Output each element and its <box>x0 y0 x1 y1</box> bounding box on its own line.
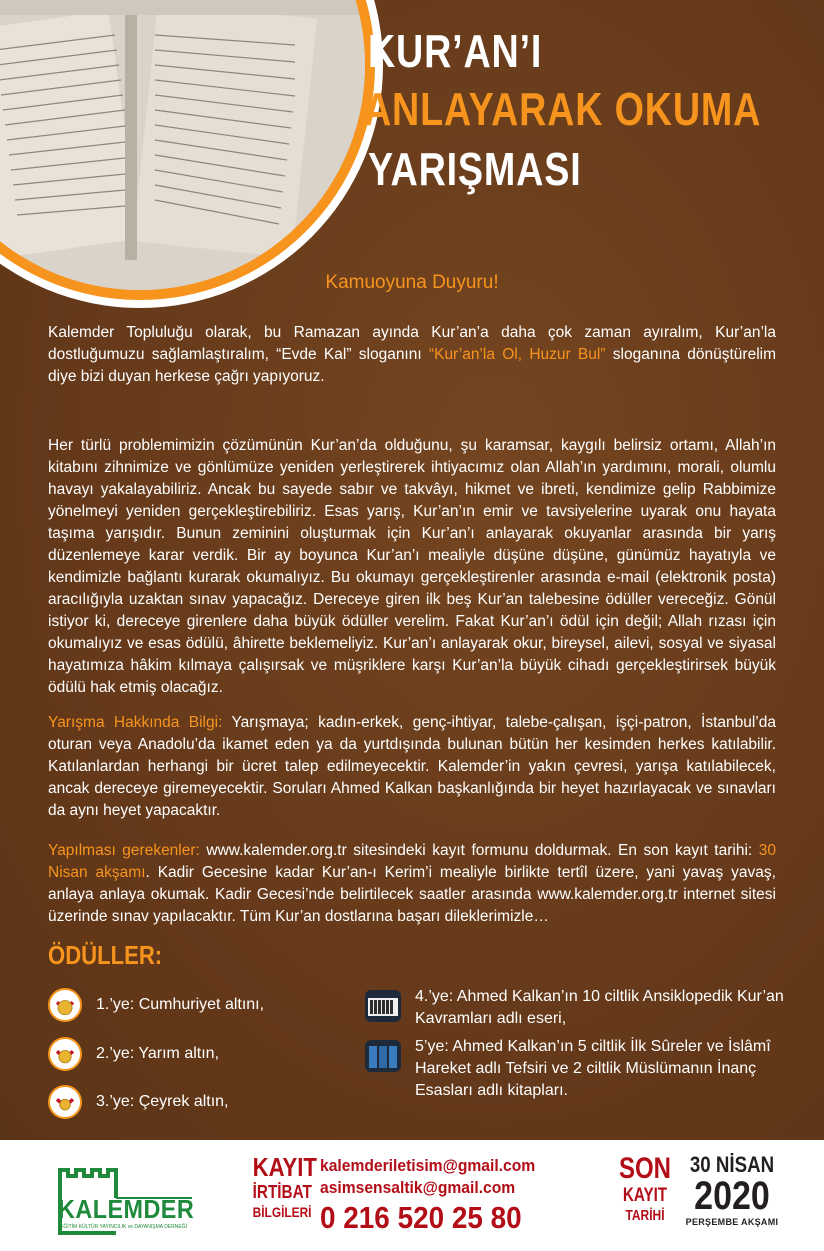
deadline-label-line: TARİHİ <box>625 1207 665 1224</box>
intro-paragraph <box>48 322 776 388</box>
contest-info-paragraph <box>48 712 776 822</box>
contact-label-line: İRTİBAT <box>252 1182 312 1202</box>
title-line-1: KUR’AN’I <box>368 25 543 77</box>
intro-text-after: sloganına dönüştürelim diye bizi duyan herkese çağrı yapıyoruz. <box>48 346 776 385</box>
contact-email-1[interactable]: kalemderiletisim@gmail.com <box>320 1156 536 1175</box>
deadline-highlight: 30 Nisan akşamı <box>48 842 776 881</box>
body-paragraph: Her türlü problemimizin çözümünün Kur’an’da olduğunu, şu karamsar, kaygılı belirsiz ortamı, Allah’ın kitabını zihnimize ve gönlümüze yeniden yerleştirerek ihtiyacımız olan Allah’ın yardımını, morali, olumlu havayı yakalayabiliriz. Ancak bu sayede sabır ve takvâyı, hikmet ve ibreti, kendimize gelip Rabbimize yönelmeyi yeniden gerçekleştirebiliriz. Esas yarış, Kur’an’ın emir ve tavsiyelerine uyarak onu hayata taşıma yarışıdır. Bunun zeminini oluşturmak için Kur’an’ı anlayarak okuyanlar arasında bir yarış düzenlemeye karar verdik. Bir ay boyunca Kur’an’ı mealiyle düşüne düşüne, günümüz hayatıyla ve kendimizle bağlantı kurarak okumalıyız. Bu okumayı gerçekleştirenler arasında e-mail (elektronik posta) aracılığıyla uzaktan sınav yapacağız. Dereceye giren ilk beş Kur’an talebesine ödüller vereceğiz. Gönül istiyor ki, dereceye girenlere daha büyük ödüller verelim. Fakat Kur’an’ı ödül için değil; Allah rızası için okumalıyız ve esas ödülü, âhirette beklemeliyiz. Kur’an’ı anlayarak okur, bireysel, ailevi, sosyal ve siyasal hayatımıza hâkim kılmaya çalışırsak ve müşriklere karşı Kur’an’la büyük cihadı gerçekleştirirsek büyük ödülü hak etmiş olacağız. <box>48 437 776 696</box>
prize-text: 1.’ye: Cumhuriyet altını, <box>96 996 265 1013</box>
contact-label <box>248 1152 317 1220</box>
prizes-heading: ÖDÜLLER: <box>48 940 163 970</box>
prize-text: 3.’ye: Çeyrek altın, <box>96 1093 229 1110</box>
deadline-day: 30 NİSAN <box>689 1152 775 1177</box>
contact-email-2[interactable]: asimsensaltik@gmail.com <box>320 1178 516 1197</box>
gold-coin-icon <box>48 1085 82 1119</box>
prize-text: 5’ye: Ahmed Kalkan’ın 5 ciltlik İlk Sûreler ve İslâmî Hareket adlı Tefsiri ve 2 ciltlik Müslümanın İnanç Esasları adlı kitapları. <box>415 1038 771 1099</box>
requirements-text-1: www.kalemder.org.tr sitesindeki kayıt formunu doldurmak. En son kayıt tarihi: <box>199 842 759 859</box>
deadline-note: PERŞEMBE AKŞAMI <box>685 1217 779 1227</box>
announcement-heading: Kamuoyuna Duyuru! <box>325 272 499 293</box>
title-line-2: ANLAYARAK OKUMA <box>364 83 762 135</box>
intro-text-before: Kalemder Topluluğu olarak, bu Ramazan ayında Kur’an’a daha çok zaman ayıralım, Kur’an’la dostluğumuzu sağlamlaştıralım, “Evde Kal” sloganını <box>48 324 776 363</box>
title-line-3: YARIŞMASI <box>368 143 582 195</box>
contest-info-text: Yarışmaya; kadın-erkek, genç-ihtiyar, talebe-çalışan, işçi-patron, İstanbul’da oturan veya Anadolu’da ikamet eden ya da yurtdışında bulunan bütün her kesimden herkes katılabilir. Katılanlardan herhangi bir ücret talep edilmeyecektir. Kalemder’in yakın çevresi, yarışa katılabilecek, ancak dereceye giremeyecektir. Soruları Ahmed Kalkan başkanlığında bir heyet hazırlayacak ve sınavları da aynı heyet yapacaktır. <box>48 714 776 819</box>
requirements-paragraph <box>48 840 776 928</box>
book-set-icon <box>365 990 401 1022</box>
logo-text: KALEMDER <box>58 1194 195 1224</box>
deadline-year: 2020 <box>694 1174 770 1218</box>
footer <box>0 1140 824 1251</box>
prize-text: 2.’ye: Yarım altın, <box>96 1045 220 1062</box>
contact-label-line: BİLGİLERİ <box>252 1204 312 1220</box>
prize-text: 4.’ye: Ahmed Kalkan’ın 10 ciltlik Ansiklopedik Kur’an Kavramları adlı eseri, <box>415 988 784 1027</box>
slogan-highlight: “Kur’an’la Ol, Huzur Bul” <box>428 346 606 363</box>
book-set-icon <box>365 1040 401 1072</box>
gold-coin-icon <box>48 988 82 1022</box>
logo-subtitle: EĞİTİM KÜLTÜR YAYINCILIK ve DAYANIŞMA DERNEĞİ <box>60 1224 187 1230</box>
contact-phone[interactable]: 0 216 520 25 80 <box>320 1200 522 1235</box>
deadline-label <box>610 1154 680 1223</box>
deadline-label-line: SON <box>618 1152 671 1185</box>
deadline-date <box>680 1154 784 1227</box>
contact-label-line: KAYIT <box>252 1152 317 1182</box>
requirements-text-2: . Kadir Gecesine kadar Kur’an-ı Kerim’i mealiyle birlikte tertîl üzere, yani yavaş yavaş, anlaya anlaya okumak. Kadir Gecesi’nde belirtilecek saatler arasında www.kalemder.org.tr internet sitesi üzerinde sınav yapılacaktır. Tüm Kur’an dostlarına başarı dileklerimizle… <box>48 864 776 925</box>
gold-coin-icon <box>48 1037 82 1071</box>
deadline-label-line: KAYIT <box>622 1185 668 1206</box>
requirements-label: Yapılması gerekenler: <box>48 842 200 859</box>
contest-info-label: Yarışma Hakkında Bilgi: <box>48 714 223 731</box>
